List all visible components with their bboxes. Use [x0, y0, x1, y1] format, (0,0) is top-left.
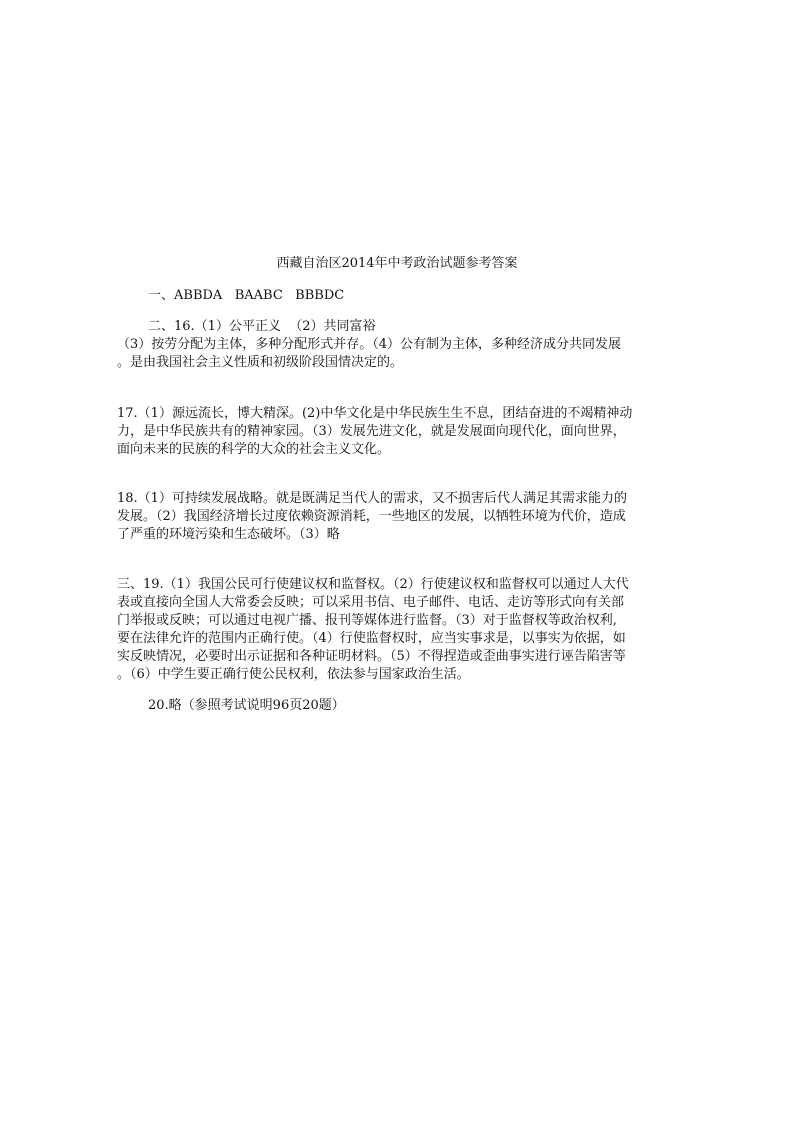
q19-line-3: 门举报或反映；可以通过电视广播、报刊等媒体进行监督。（3）对于监督权等政治权利, — [117, 613, 617, 628]
q16-line-2: （3）按劳分配为主体，多种分配形式并存。（4）公有制为主体，多种经济成分共同发展 — [117, 337, 622, 352]
q18-line-1: 18.（1）可持续发展战略。就是既满足当代人的需求，又不损害后代人满足其需求能力的 — [117, 491, 627, 506]
q19-line-1: 三、19.（1）我国公民可行使建议权和监督权。（2）行使建议权和监督权可以通过人大代 — [117, 577, 629, 592]
q16-line-3: 。是由我国社会主义性质和初级阶段国情决定的。 — [117, 355, 404, 370]
q20-answer: 20.略（参照考试说明96页20题） — [148, 698, 345, 713]
q19-line-5: 实反映情况，必要时出示证据和各种证明材料。（5）不得捏造或歪曲事实进行诬告陷害等 — [117, 649, 626, 664]
q18-line-2: 发展。（2）我国经济增长过度依赖资源消耗，一些地区的发展，以牺牲环境为代价，造成 — [117, 509, 626, 524]
document-title: 西藏自治区2014年中考政治试题参考答案 — [276, 256, 518, 271]
q17-line-3: 面向未来的民族的科学的大众的社会主义文化。 — [117, 442, 391, 457]
q17-line-2: 力，是中华民族共有的精神家园。（3）发展先进文化，就是发展面向现代化，面向世界， — [117, 424, 626, 439]
q17-line-1: 17.（1）源远流长，博大精深。(2)中华文化是中华民族生生不息，团结奋进的不竭精神动 — [117, 406, 633, 421]
q16-line-1: 二、16.（1）公平正义 （2）共同富裕 — [148, 319, 376, 334]
q18-line-3: 了严重的环境污染和生态破坏。（3）略 — [117, 527, 340, 542]
q19-line-4: 要在法律允许的范围内正确行使。（4）行使监督权时，应当实事求是，以事实为依据，如 — [117, 631, 626, 646]
q19-line-2: 表或直接向全国人大常委会反映；可以采用书信、电子邮件、电话、走访等形式向有关部 — [117, 595, 625, 610]
section1-answers: 一、ABBDA BAABC BBBDC — [148, 288, 345, 303]
q19-line-6: 。（6）中学生要正确行使公民权利，依法参与国家政治生活。 — [117, 667, 470, 682]
